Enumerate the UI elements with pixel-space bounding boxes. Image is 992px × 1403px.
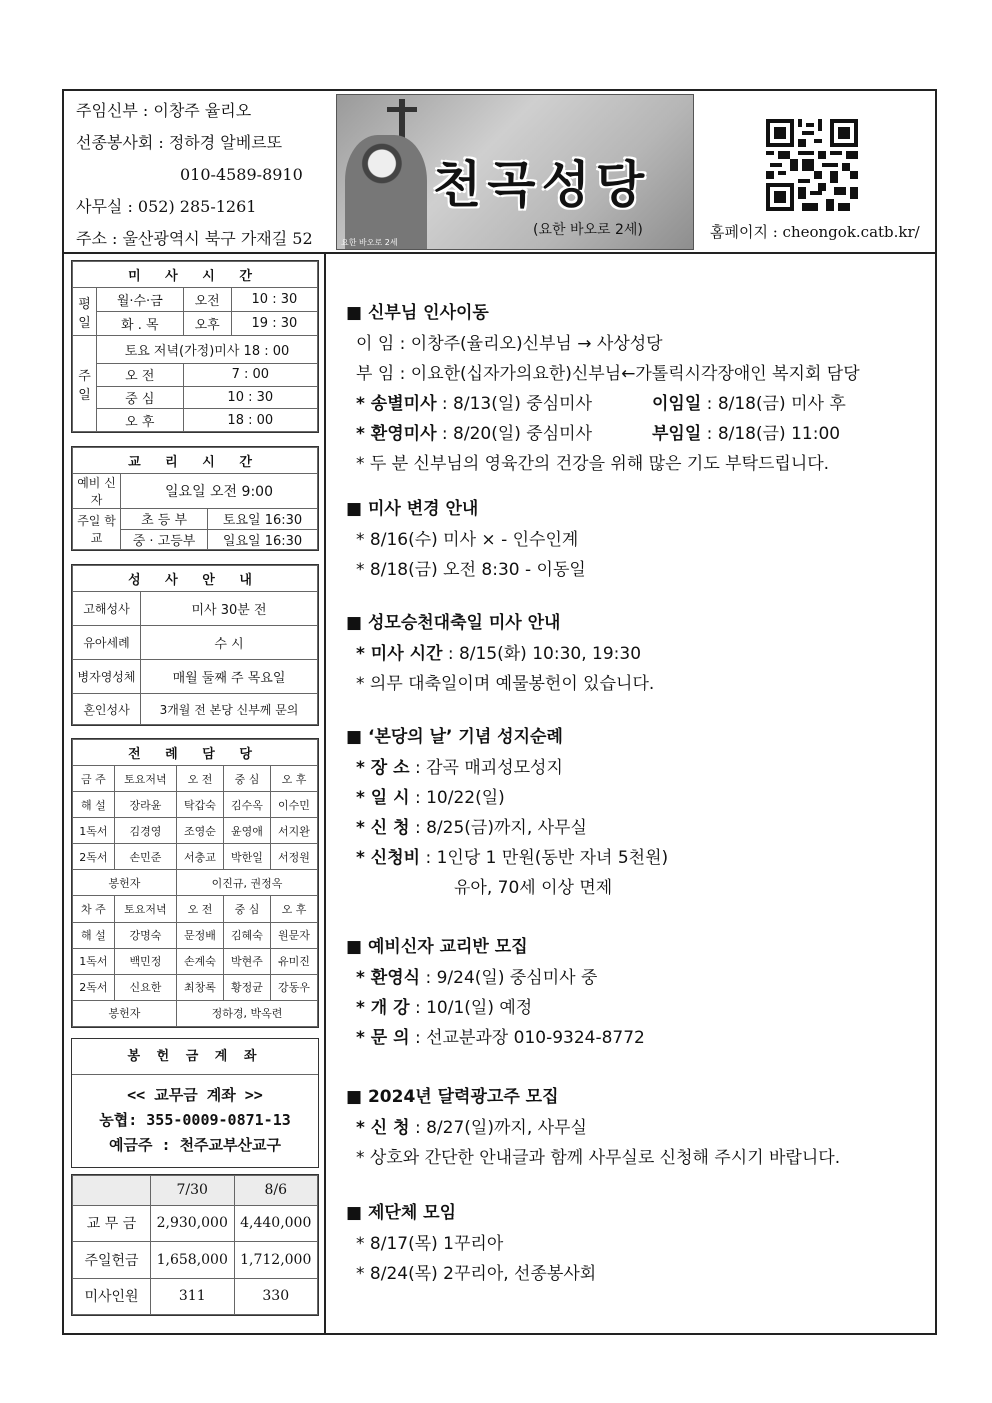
council: 선종봉사회 : 정하경 알베르또 <box>76 133 283 152</box>
account-holder: 예금주 : 천주교부산교구 <box>109 1136 281 1154</box>
offering-names: 정하경, 박옥련 <box>176 1000 317 1026</box>
liturgy-cell: 해 설 <box>73 792 115 818</box>
liturgy-cell: 장라윤 <box>114 792 176 818</box>
notice-line: * 두 분 신부님의 영육간의 건강을 위해 많은 기도 부탁드립니다. <box>356 454 830 474</box>
notice-value: : 10/1(일) 예정 <box>409 998 533 1018</box>
header <box>64 91 935 254</box>
account-title: 봉 헌 금 계 좌 <box>72 1039 318 1075</box>
sunday-mass-name: 오 전 <box>97 364 184 387</box>
church-banner <box>336 94 694 250</box>
catechism-title: 교 리 시 간 <box>73 448 318 474</box>
liturgy-header: 토요저녁 <box>114 766 176 792</box>
sacrament-value: 매월 둘째 주 목요일 <box>141 660 318 694</box>
finance-value: 311 <box>151 1278 235 1315</box>
notice-label: 이임일 <box>652 394 702 414</box>
liturgy-box <box>71 738 319 1028</box>
mass-times-box <box>71 260 319 433</box>
liturgy-cell: 박현주 <box>223 948 270 974</box>
liturgy-cell: 서지완 <box>270 818 317 844</box>
weekday-days: 월·수·금 <box>97 288 184 312</box>
weekday-days: 화 . 목 <box>97 312 184 336</box>
liturgy-cell: 김혜숙 <box>223 922 270 948</box>
notice-value: : 8/15(화) 10:30, 19:30 <box>442 644 642 664</box>
sacrament-name: 혼인성사 <box>73 694 141 725</box>
sunday-mass-name: 중 심 <box>97 386 184 409</box>
notice-title: ■ 예비신자 교리반 모집 <box>346 937 528 957</box>
liturgy-header: 중 심 <box>223 896 270 922</box>
school-grade: 초 등 부 <box>121 509 208 530</box>
liturgy-cell: 손민준 <box>114 844 176 870</box>
notice-title: ■ 2024년 달력광고주 모집 <box>346 1087 559 1107</box>
offering-names: 이진규, 권정옥 <box>176 870 317 896</box>
notice-line: * 8/18(금) 오전 8:30 - 이동일 <box>356 560 586 580</box>
liturgy-title: 전 례 담 당 <box>73 740 318 766</box>
notice-label: * 신청비 <box>356 848 421 868</box>
account-heading: << 교무금 계좌 >> <box>127 1086 263 1104</box>
notice-label: * 미사 시간 <box>356 644 443 664</box>
liturgy-cell: 1독서 <box>73 948 115 974</box>
account-box <box>71 1038 319 1168</box>
liturgy-cell: 백민정 <box>114 948 176 974</box>
notice-line: * 8/16(수) 미사 × - 인수인계 <box>356 530 579 550</box>
liturgy-cell: 서정원 <box>270 844 317 870</box>
liturgy-header: 중 심 <box>223 766 270 792</box>
liturgy-cell: 최창록 <box>176 974 223 1000</box>
offering-label: 봉헌자 <box>73 870 177 896</box>
banner-caption: 요한 바오로 2세 <box>341 238 398 247</box>
notice-label: * 장 소 <box>356 758 410 778</box>
notice-label: * 개 강 <box>356 998 410 1018</box>
sacraments-title: 성 사 안 내 <box>73 566 318 592</box>
offering-label: 봉헌자 <box>73 1000 177 1026</box>
liturgy-cell: 2독서 <box>73 974 115 1000</box>
catechumen-label: 예비 신자 <box>73 474 121 509</box>
header-info <box>76 95 313 255</box>
liturgy-cell: 윤영애 <box>223 818 270 844</box>
homepage-link[interactable]: 홈페이지 : cheongok.catb.kr/ <box>710 223 920 241</box>
notice-title: ■ 제단체 모임 <box>346 1203 457 1223</box>
pope-figure <box>345 135 427 249</box>
finance-label: 교 무 금 <box>73 1205 151 1241</box>
liturgy-cell: 손계숙 <box>176 948 223 974</box>
notice-label: * 문 의 <box>356 1028 410 1048</box>
liturgy-header: 금 주 <box>73 766 115 792</box>
sunday-mass-time: 10 : 30 <box>183 386 317 409</box>
liturgy-cell: 강동우 <box>270 974 317 1000</box>
sunday-mass-name: 오 후 <box>97 409 184 432</box>
liturgy-cell: 1독서 <box>73 818 115 844</box>
finance-date: 8/6 <box>234 1176 318 1206</box>
liturgy-header: 오 전 <box>176 896 223 922</box>
notice-title: ■ 신부님 인사이동 <box>346 303 489 323</box>
liturgy-header: 오 후 <box>270 766 317 792</box>
address: 주소 : 울산광역시 북구 가재길 52 <box>76 229 313 248</box>
sunday-mass-time: 18 : 00 <box>183 409 317 432</box>
weekday-label: 평일 <box>73 288 97 336</box>
notice-title: ■ ‘본당의 날’ 기념 성지순례 <box>346 727 563 747</box>
notice-line: * 8/24(목) 2꾸리아, 선종봉사회 <box>356 1264 597 1284</box>
finance-label: 주일헌금 <box>73 1242 151 1278</box>
school-label: 주일 학교 <box>73 509 121 550</box>
finance-value: 2,930,000 <box>151 1205 235 1241</box>
notice-line: * 8/17(목) 1꾸리아 <box>356 1234 504 1254</box>
cross-icon <box>387 107 417 112</box>
weekday-ampm: 오전 <box>183 288 231 312</box>
sacrament-name: 병자영성체 <box>73 660 141 694</box>
notice-line: 부 임 : 이요한(십자가의요한)신부님←가톨릭시각장애인 복지회 담당 <box>356 364 860 384</box>
liturgy-cell: 박한일 <box>223 844 270 870</box>
finance-value: 1,658,000 <box>151 1242 235 1278</box>
notice-label: 부임일 <box>652 424 702 444</box>
notice-group-meetings <box>346 1198 596 1289</box>
liturgy-cell: 신요한 <box>114 974 176 1000</box>
finance-value: 1,712,000 <box>234 1242 318 1278</box>
notice-value: : 감곡 매괴성모성지 <box>409 758 563 778</box>
finance-box <box>71 1174 319 1316</box>
finance-value: 330 <box>234 1278 318 1315</box>
left-column <box>64 254 326 1333</box>
school-time: 일요일 16:30 <box>208 529 318 550</box>
catechism-box <box>71 446 319 551</box>
notice-title: ■ 성모승천대축일 미사 안내 <box>346 613 561 633</box>
liturgy-header: 토요저녁 <box>114 896 176 922</box>
notice-value: : 1인당 1 만원(동반 자녀 5천원) <box>420 848 669 868</box>
notice-label: * 환영식 <box>356 968 421 988</box>
weekday-time: 10 : 30 <box>231 288 317 312</box>
liturgy-cell: 강명숙 <box>114 922 176 948</box>
notice-value: : 9/24(일) 중심미사 중 <box>420 968 598 988</box>
liturgy-cell: 김수옥 <box>223 792 270 818</box>
qr-code-icon[interactable] <box>766 119 858 211</box>
notice-calendar-ads <box>346 1082 840 1173</box>
liturgy-cell: 문정배 <box>176 922 223 948</box>
patron-saint: (요한 바오로 2세) <box>533 222 643 238</box>
liturgy-cell: 탁갑숙 <box>176 792 223 818</box>
finance-label: 미사인원 <box>73 1278 151 1315</box>
sacrament-name: 고해성사 <box>73 592 141 626</box>
account-number: 농협: 355-0009-0871-13 <box>99 1111 291 1129</box>
sacraments-box <box>71 564 319 726</box>
liturgy-header: 오 전 <box>176 766 223 792</box>
weekday-time: 19 : 30 <box>231 312 317 336</box>
notice-value: : 10/22(일) <box>409 788 505 808</box>
notice-catechumen <box>346 932 645 1053</box>
liturgy-cell: 2독서 <box>73 844 115 870</box>
notice-label: * 일 시 <box>356 788 410 808</box>
notice-value: : 8/27(일)까지, 사무실 <box>409 1118 587 1138</box>
council-phone: 010-4589-8910 <box>180 165 303 184</box>
notice-line: 이 임 : 이창주(율리오)신부님 → 사상성당 <box>356 334 663 354</box>
notice-value: : 8/18(금) 미사 후 <box>701 394 846 414</box>
notice-pilgrimage <box>346 722 668 903</box>
liturgy-cell: 이수민 <box>270 792 317 818</box>
notice-value: : 8/13(일) 중심미사 <box>436 394 592 414</box>
sunday-mass-time: 7 : 00 <box>183 364 317 387</box>
notice-label: * 신 청 <box>356 818 410 838</box>
liturgy-cell: 조영순 <box>176 818 223 844</box>
finance-value: 4,440,000 <box>234 1205 318 1241</box>
school-time: 토요일 16:30 <box>208 509 318 530</box>
sacrament-value: 3개월 전 본당 신부께 문의 <box>141 694 318 725</box>
notice-title: ■ 미사 변경 안내 <box>346 499 479 519</box>
liturgy-cell: 황정균 <box>223 974 270 1000</box>
sunday-label: 주일 <box>73 336 97 432</box>
notice-label: * 환영미사 <box>356 424 437 444</box>
finance-date: 7/30 <box>151 1176 235 1206</box>
notice-value: : 8/25(금)까지, 사무실 <box>409 818 587 838</box>
notice-line: * 상호와 간단한 안내글과 함께 사무실로 신청해 주시기 바랍니다. <box>356 1148 841 1168</box>
notice-value: : 선교분과장 010-9324-8772 <box>409 1028 645 1048</box>
liturgy-cell: 해 설 <box>73 922 115 948</box>
notice-line: * 의무 대축일이며 예물봉헌이 있습니다. <box>356 674 655 694</box>
notice-label: * 신 청 <box>356 1118 410 1138</box>
notice-value: : 8/18(금) 11:00 <box>701 424 841 444</box>
weekday-ampm: 오후 <box>183 312 231 336</box>
liturgy-header: 오 후 <box>270 896 317 922</box>
notice-value: : 8/20(일) 중심미사 <box>436 424 592 444</box>
sacrament-value: 미사 30분 전 <box>141 592 318 626</box>
notice-priest-transfer <box>346 298 860 479</box>
catechumen-time: 일요일 오전 9:00 <box>121 474 318 509</box>
saturday-mass: 토요 저녁(가정)미사 18 : 00 <box>97 336 318 364</box>
liturgy-cell: 유미진 <box>270 948 317 974</box>
office-phone: 사무실 : 052) 285-1261 <box>76 197 257 216</box>
liturgy-cell: 김경영 <box>114 818 176 844</box>
mass-times-title: 미 사 시 간 <box>73 262 318 288</box>
pastor: 주임신부 : 이창주 율리오 <box>76 101 252 120</box>
notice-line: 유아, 70세 이상 면제 <box>454 878 613 898</box>
notice-assumption <box>346 608 654 699</box>
sacrament-value: 수 시 <box>141 626 318 660</box>
notice-label: * 송별미사 <box>356 394 437 414</box>
liturgy-cell: 서충교 <box>176 844 223 870</box>
sacrament-name: 유아세례 <box>73 626 141 660</box>
notice-mass-change <box>346 494 586 585</box>
liturgy-header: 차 주 <box>73 896 115 922</box>
bulletin-frame <box>62 89 937 1335</box>
school-grade: 중 · 고등부 <box>121 529 208 550</box>
church-name: 천곡성당 <box>433 155 651 214</box>
liturgy-cell: 원문자 <box>270 922 317 948</box>
